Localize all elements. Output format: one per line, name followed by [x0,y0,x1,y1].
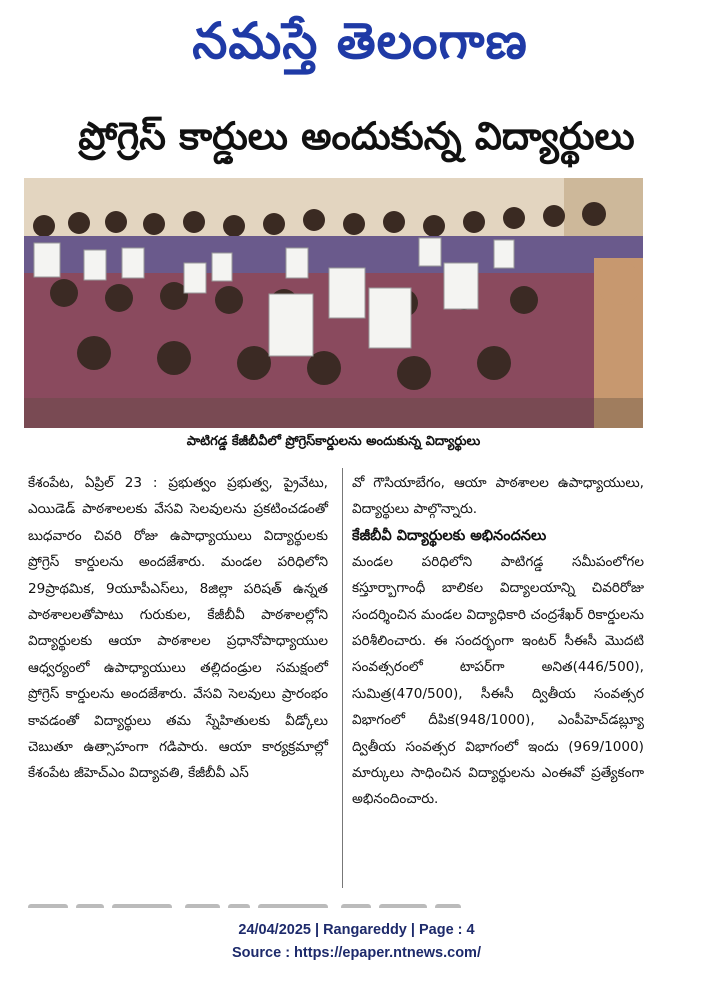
right-column-top-text: వో గౌసియాబేగం, ఆయా పాఠశాలల ఉపాధ్యాయులు, విద్యార్థులు పాల్గొన్నారు. [352,475,644,518]
footer-source-line: Source : https://epaper.ntnews.com/ [232,945,481,961]
column-divider [342,468,343,888]
students-with-cards-photo [24,178,643,428]
photo-caption: పాటిగడ్డ కేజీబీవీలో ప్రోగ్రెస్‌కార్డులను అందుకున్న విద్యార్థులు [24,432,643,454]
newspaper-masthead: నమస్తే తెలంగాణ [192,11,528,70]
article-left-column [28,470,328,787]
footer-date-line: 24/04/2025 | Rangareddy | Page : 4 [238,922,475,938]
article-headline: ప్రోగ్రెస్ కార్డులు అందుకున్న విద్యార్థులు [78,114,635,158]
article-photo [24,178,643,428]
article-right-column [352,470,644,813]
left-column-text: కేశంపేట, ఏప్రిల్ 23 : ప్రభుత్వం ప్రభుత్వ, ప్రైవేటు, ఎయిడెడ్ పాఠశాలలకు వేసవి సెలవులను ప్రకటించడంతో బుధవారం చివరి రోజు ఉపాధ్యాయులు విద్యార్థులకు ప్రోగ్రెస్ కార్డులను అందజేశారు. మండల పరిధిలోని 29ప్రాథమిక, 9యూపీఎస్‌లు, 8జిల్లా పరిషత్ ఉన్నత పాఠశాలలతోపాటు గురుకుల, కేజీబీవీ పాఠశాలల్లోని విద్యార్థులకు ఆయా పాఠశాలల ప్రధానోపాధ్యాయుల ఆధ్వర్యంలో ఉపాధ్యాయులు తల్లిదండ్రుల సమక్షంలో ప్రోగ్రెస్ కార్డులను అందజేశారు. వేసవి సెలవులు ప్రారంభం కావడంతో విద్యార్థులు తమ స్నేహితులకు వీడ్కోలు చెబుతూ ఉత్సాహంగా గడిపారు. ఆయా కార్యక్రమాల్లో కేశంపేట జీహెచ్‌ఎం విద్యావతి, కేజీబీవీ ఎస్ [28,475,328,782]
faded-next-article-strip [28,896,644,908]
article-subheading: కేజీబీవీ విద్యార్థులకు అభినందనలు [352,527,547,544]
right-column-body-text: మండల పరిధిలోని పాటిగడ్డ సమీపంలోగల కస్తూర్బాగాంధీ బాలికల విద్యాలయాన్ని చివరిరోజు సందర్శించిన మండల విద్యాధికారి చంద్రశేఖర్ రికార్డులను పరిశీలించారు. ఈ సందర్భంగా ఇంటర్ సీఈసీ మొదటి సంవత్సరంలో టాపర్‌గా అనిత(446/500), సుమిత్ర(470/500), సీఈసీ ద్వితీయ సంవత్సర విభాగంలో దీపిక(948/1000), ఎంపీహెచ్‌డబ్ల్యూ ద్వితీయ సంవత్సర విభాగంలో ఇందు (969/1000) మార్కులు సాధించిన విద్యార్థులను ఎంఈవో ప్రత్యేకంగా అభినందించారు. [352,553,644,808]
